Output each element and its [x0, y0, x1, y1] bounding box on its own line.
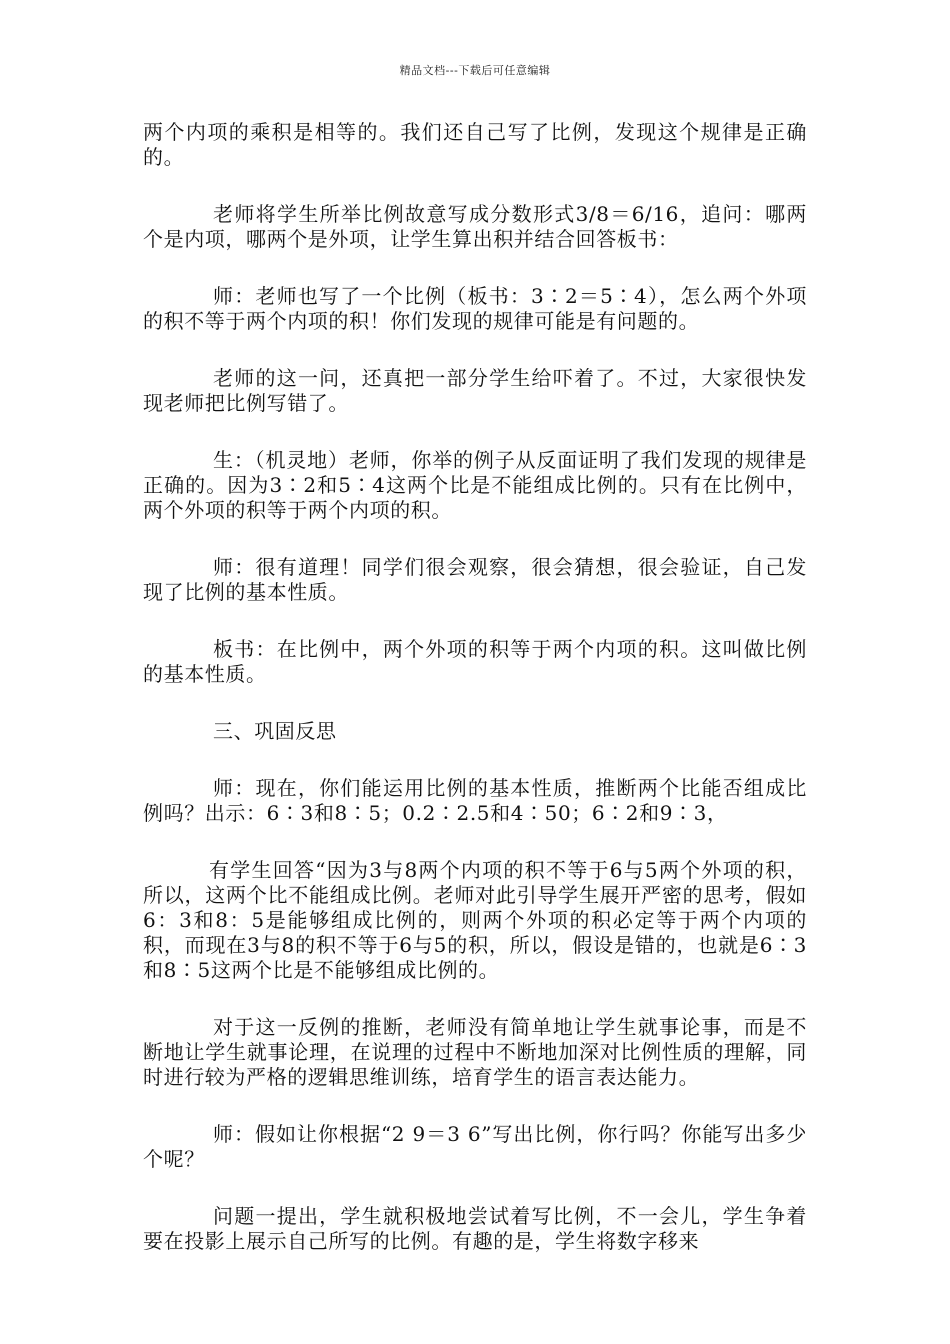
paragraph-8: 师：现在，你们能运用比例的基本性质，推断两个比能否组成比例吗？出示：6∶3和8∶5；0.2∶2.5和4∶50；6∶2和9∶3，: [143, 776, 807, 825]
paragraph-6: 师：很有道理！同学们很会观察，很会猜想，很会验证，自己发现了比例的基本性质。: [143, 555, 807, 604]
paragraph-11: 师：假如让你根据“2 9＝3 6”写出比例，你行吗？你能写出多少个呢？: [143, 1122, 807, 1171]
paragraph-2: 老师将学生所举比例故意写成分数形式3/8＝6/16，追问：哪两个是内项，哪两个是外项，让学生算出积并结合回答板书：: [143, 202, 807, 251]
paragraph-4: 老师的这一问，还真把一部分学生给吓着了。不过，大家很快发现老师把比例写错了。: [143, 366, 807, 415]
paragraph-12: 问题一提出，学生就积极地尝试着写比例，不一会儿，学生争着要在投影上展示自己所写的比例。有趣的是，学生将数字移来: [143, 1204, 807, 1253]
paragraph-3: 师：老师也写了一个比例（板书：3∶2＝5∶4），怎么两个外项的积不等于两个内项的积！你们发现的规律可能是有问题的。: [143, 284, 807, 333]
section-heading: 三、巩固反思: [213, 719, 337, 743]
paragraph-10: 对于这一反例的推断，老师没有简单地让学生就事论事，而是不断地让学生就事论理，在说理的过程中不断地加深对比例性质的理解，同时进行较为严格的逻辑思维训练，培育学生的语言表达能力。: [143, 1015, 807, 1089]
paragraph-1: 两个内项的乘积是相等的。我们还自己写了比例，发现这个规律是正确的。: [143, 120, 807, 169]
paragraph-7: 板书：在比例中，两个外项的积等于两个内项的积。这叫做比例的基本性质。: [143, 637, 807, 686]
paragraph-5: 生：（机灵地）老师，你举的例子从反面证明了我们发现的规律是正确的。因为3∶2和5∶4这两个比是不能组成比例的。只有在比例中，两个外项的积等于两个内项的积。: [143, 448, 807, 522]
page-header: 精品文档---下载后可任意编辑: [399, 64, 551, 77]
document-body: [143, 120, 807, 1254]
paragraph-9: 有学生回答“因为3与8两个内项的积不等于6与5两个外项的积，所以，这两个比不能组成比例。老师对此引导学生展开严密的思考，假如6：3和8：5是能够组成比例的，则两个外项的积必定等于两个内项的积，而现在3与8的积不等于6与5的积，所以，假设是错的，也就是6∶3和8∶5这两个比是不能够组成比例的。: [143, 858, 807, 982]
